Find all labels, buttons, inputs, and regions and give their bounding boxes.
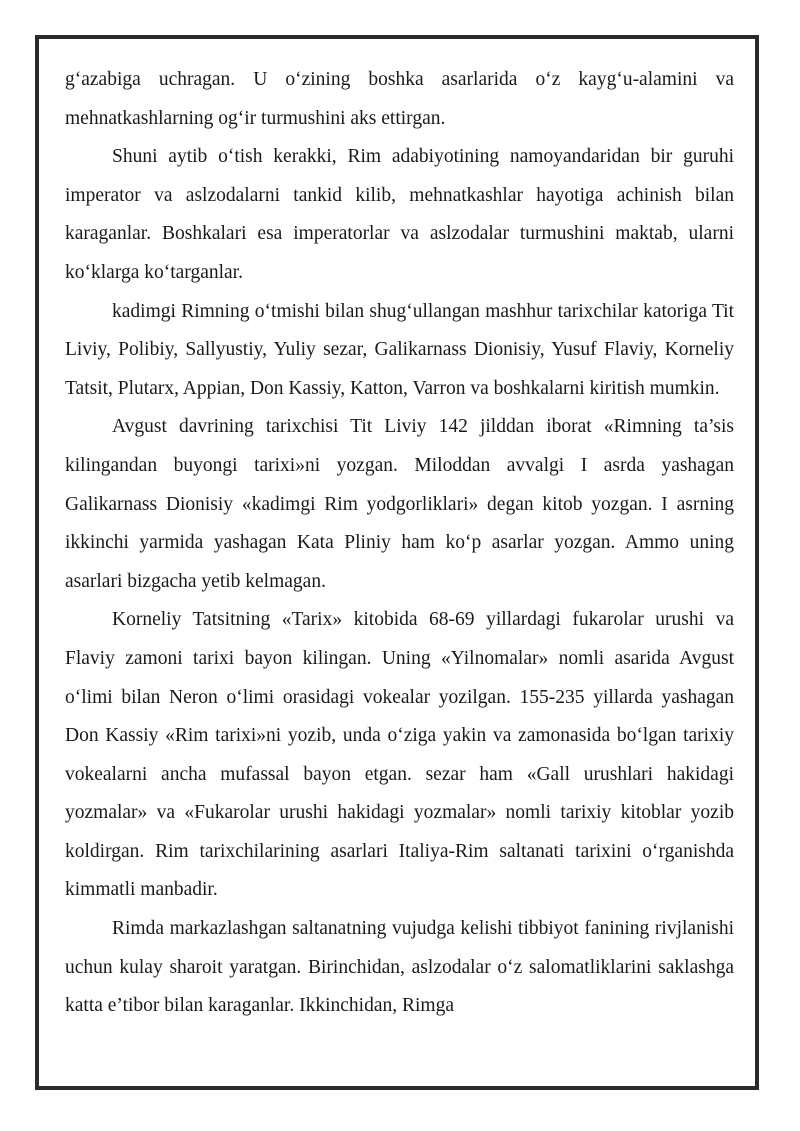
paragraph-continued: g‘azabiga uchragan. U o‘zining boshka asarlarida o‘z kayg‘u-alamini va mehnatkashlarning og‘ir turmushini aks ettirgan. <box>65 69 734 129</box>
paragraph-historians-list: kadimgi Rimning o‘tmishi bilan shug‘ullangan mashhur tarixchilar katoriga Tit Liviy, Polibiy, Sallyustiy, Yuliy sezar, Galikarnass Dionisiy, Yusuf Flaviy, Korneliy Tatsit, Plutarx, Appian, Don Kassiy, Katton, Varron va boshkalarni kiritish mumkin. <box>65 300 734 399</box>
paragraph-roman-writers: Shuni aytib o‘tish kerakki, Rim adabiyotining namoyandaridan bir guruhi imperator va aslzodalarni tankid kilib, mehnatkashlar hayotiga achinish bilan karaganlar. Boshkalari esa imperatorlar va aslzodalar turmushini maktab, ularni ko‘klarga ko‘targanlar. <box>65 146 734 283</box>
paragraph-medicine: Rimda markazlashgan saltanatning vujudga kelishi tibbiyot fanining rivjlanishi uchun kulay sharoit yaratgan. Birinchidan, aslzodalar o‘z salomatliklarini saklashga katta e’tibor bilan karaganlar. Ikkinchidan, Rimga <box>65 918 734 1017</box>
paragraph-tatsit: Korneliy Tatsitning «Tarix» kitobida 68-69 yillardagi fukarolar urushi va Flaviy zamoni tarixi bayon kilingan. Uning «Yilnomalar» nomli asarida Avgust o‘limi bilan Neron o‘limi orasidagi vokealar yozilgan. 155-235 yillarda yashagan Don Kassiy «Rim tarixi»ni yozib, unda o‘ziga yakin va zamonasida bo‘lgan tarixiy vokealarni ancha mufassal bayon etgan. sezar ham «Gall urushlari hakidagi yozmalar» va «Fukarolar urushi hakidagi yozmalar» nomli tarixiy kitoblar yozib koldirgan. Rim tarixchilarining asarlari Italiya-Rim saltanati tarixini o‘rganishda kimmatli manbadir. <box>65 609 734 901</box>
document-body <box>65 61 734 1026</box>
paragraph-tit-liviy: Avgust davrining tarixchisi Tit Liviy 142 jilddan iborat «Rimning ta’sis kilingandan buyongi tarixi»ni yozgan. Miloddan avvalgi I asrda yashagan Galikarnass Dionisiy «kadimgi Rim yodgorliklari» degan kitob yozgan. I asrning ikkinchi yarmida yashagan Kata Pliniy ham ko‘p asarlar yozgan. Ammo uning asarlari bizgacha yetib kelmagan. <box>65 416 734 592</box>
